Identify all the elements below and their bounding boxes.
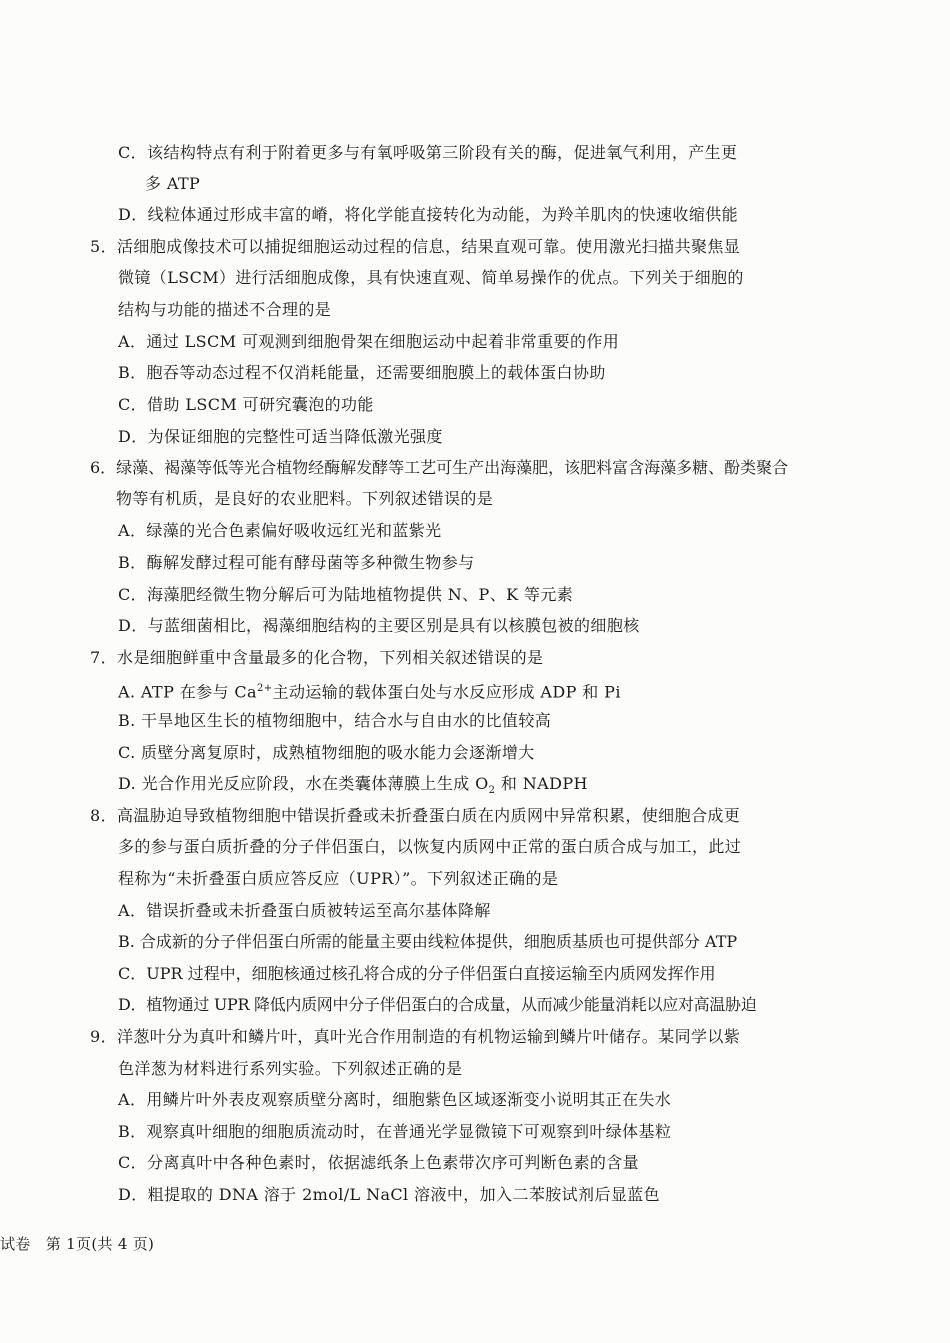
q6-option-d: D．与蓝细菌相比，褐藻细胞结构的主要区别是具有以核膜包被的细胞核 bbox=[118, 616, 640, 635]
q4-option-c-line1: C．该结构特点有利于附着更多与有氧呼吸第三阶段有关的酶，促进氧气利用，产生更 bbox=[118, 143, 738, 162]
q5-option-b: B．胞吞等动态过程不仅消耗能量，还需要细胞膜上的载体蛋白协助 bbox=[118, 363, 606, 382]
q4-option-d: D．线粒体通过形成丰富的嵴，将化学能直接转化为动能，为羚羊肌肉的快速收缩供能 bbox=[118, 205, 739, 224]
q5-option-d: D．为保证细胞的完整性可适当降低激光强度 bbox=[118, 427, 443, 446]
q5-stem-line2: 微镜（LSCM）进行活细胞成像，具有快速直观、简单易操作的优点。下列关于细胞的 bbox=[118, 268, 744, 287]
q8-stem-line2: 多的参与蛋白质折叠的分子伴侣蛋白，以恢复内质网中正常的蛋白质合成与加工，此过 bbox=[118, 837, 742, 856]
q7-option-a-superscript: 2+ bbox=[257, 683, 273, 694]
q6-stem-line2: 物等有机质，是良好的农业肥料。下列叙述错误的是 bbox=[116, 489, 494, 508]
page-footer: 试卷 第 1页(共 4 页) bbox=[0, 1235, 155, 1253]
q8-stem-line1: 8．高温胁迫导致植物细胞中错误折叠或未折叠蛋白质在内质网中异常积累，使细胞合成更 bbox=[90, 806, 741, 825]
q5-stem-line3: 结构与功能的描述不合理的是 bbox=[118, 300, 332, 319]
q8-option-a: A．错误折叠或未折叠蛋白质被转运至高尔基体降解 bbox=[118, 901, 491, 920]
q9-option-d: D．粗提取的 DNA 溶于 2mol/L NaCl 溶液中，加入二苯胺试剂后显蓝色 bbox=[118, 1185, 661, 1204]
q6-option-c: C．海藻肥经微生物分解后可为陆地植物提供 N、P、K 等元素 bbox=[118, 585, 574, 604]
q9-option-b: B．观察真叶细胞的细胞质流动时，在普通光学显微镜下可观察到叶绿体基粒 bbox=[118, 1122, 672, 1141]
q7-option-a bbox=[118, 679, 621, 702]
q7-option-d-text-end: 和 NADPH bbox=[495, 774, 588, 793]
q9-option-a: A．用鳞片叶外表皮观察质壁分离时，细胞紫色区域逐渐变小说明其正在失水 bbox=[118, 1090, 672, 1109]
q6-option-a: A．绿藻的光合色素偏好吸收远红光和蓝紫光 bbox=[118, 521, 442, 540]
q5-option-c: C．借助 LSCM 可研究囊泡的功能 bbox=[118, 395, 374, 414]
q9-option-c: C．分离真叶中各种色素时，依据滤纸条上色素带次序可判断色素的含量 bbox=[118, 1153, 640, 1172]
q6-stem-line1: 6．绿藻、褐藻等低等光合植物经酶解发酵等工艺可生产出海藻肥，该肥料富含海藻多糖、酚类聚合 bbox=[90, 458, 789, 477]
q7-option-c: C. 质壁分离复原时，成熟植物细胞的吸水能力会逐渐增大 bbox=[118, 743, 535, 762]
q4-option-c-line2: 多 ATP bbox=[145, 174, 201, 193]
q8-stem-line3: 程称为“未折叠蛋白质应答反应（UPR）”。下列叙述正确的是 bbox=[118, 869, 559, 888]
q7-option-d-text-start: D. 光合作用光反应阶段，水在类囊体薄膜上生成 O bbox=[118, 774, 489, 793]
q7-option-a-text-end: 主动运输的载体蛋白处与水反应形成 ADP 和 Pi bbox=[272, 682, 621, 702]
q7-stem: 7．水是细胞鲜重中含量最多的化合物，下列相关叙述错误的是 bbox=[90, 648, 544, 667]
q7-option-d bbox=[118, 774, 588, 801]
q6-option-b: B．酶解发酵过程可能有酵母菌等多种微生物参与 bbox=[118, 553, 475, 572]
q7-option-b: B. 干旱地区生长的植物细胞中，结合水与自由水的比值较高 bbox=[118, 711, 552, 730]
q5-option-a: A．通过 LSCM 可观测到细胞骨架在细胞运动中起着非常重要的作用 bbox=[118, 332, 620, 351]
q9-stem-line1: 9．洋葱叶分为真叶和鳞片叶，真叶光合作用制造的有机物运输到鳞片叶储存。某同学以紫 bbox=[90, 1027, 741, 1046]
q9-stem-line2: 色洋葱为材料进行系列实验。下列叙述正确的是 bbox=[118, 1059, 463, 1078]
q8-option-b: B. 合成新的分子伴侣蛋白所需的能量主要由线粒体提供，细胞质基质也可提供部分 ATP bbox=[118, 932, 738, 951]
q8-option-d: D．植物通过 UPR 降低内质网中分子伴侣蛋白的合成量，从而减少能量消耗以应对高温胁迫 bbox=[118, 995, 757, 1014]
q7-option-a-text-start: A. ATP 在参与 Ca bbox=[118, 682, 257, 702]
q7-option-d-subscript: 2 bbox=[488, 785, 496, 797]
q5-stem-line1: 5．活细胞成像技术可以捕捉细胞运动过程的信息，结果直观可靠。使用激光扫描共聚焦显 bbox=[90, 237, 741, 256]
q8-option-c: C．UPR 过程中，细胞核通过核孔将合成的分子伴侣蛋白直接运输至内质网发挥作用 bbox=[118, 964, 716, 983]
